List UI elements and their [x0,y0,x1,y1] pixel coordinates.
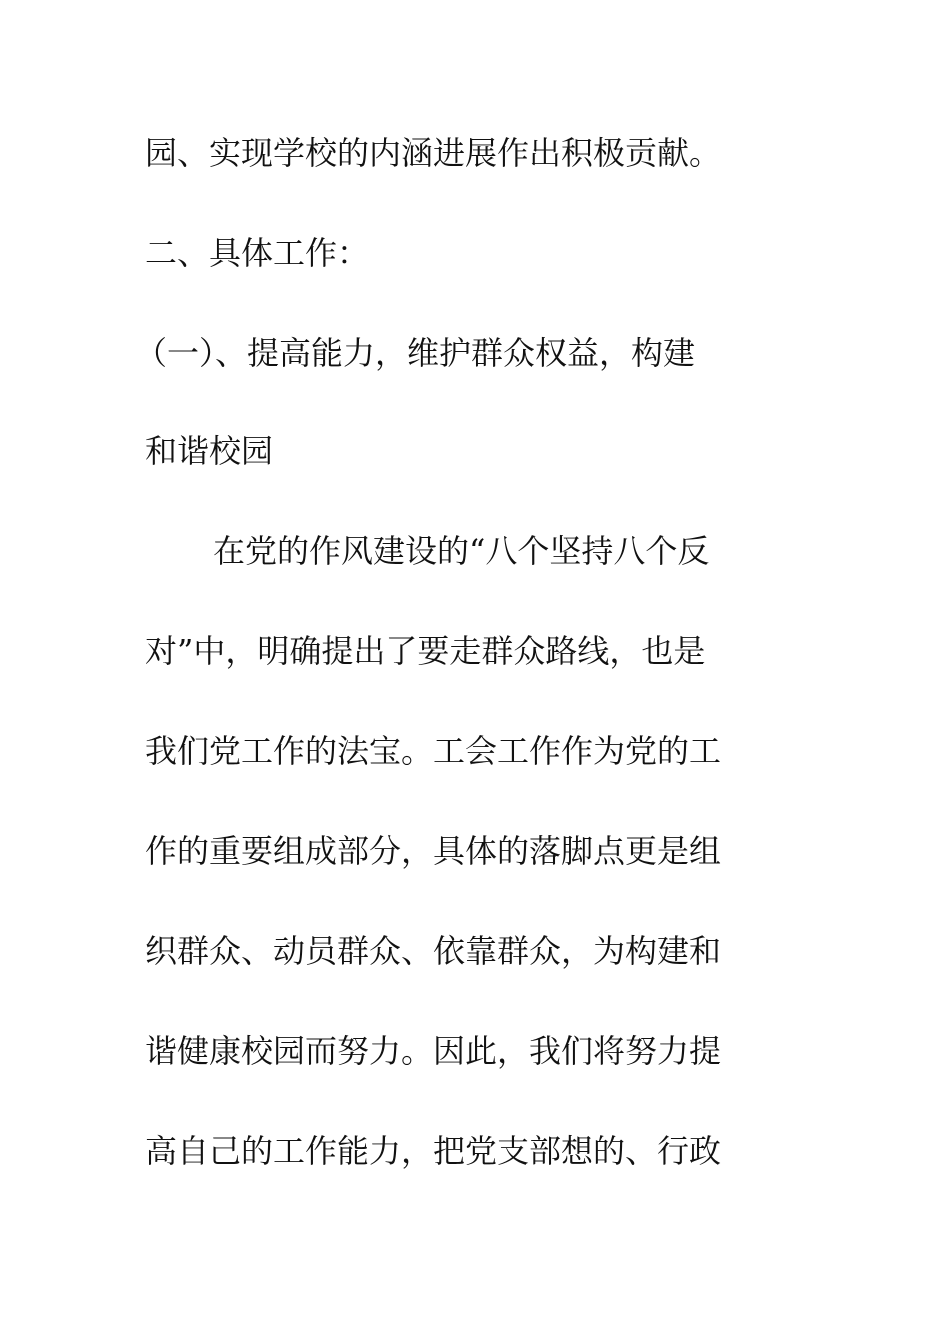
paragraph-first-line: 在党的作风建设的“八个坚持八个反 [213,532,710,570]
body-text-line: 谐健康校园而努力。因此，我们将努力提 [145,1032,722,1070]
body-text-line: 我们党工作的法宝。工会工作作为党的工 [145,732,722,770]
section-heading: 二、具体工作： [145,234,370,272]
body-text-line: 高自己的工作能力，把党支部想的、行政 [145,1132,722,1170]
body-text-line: 作的重要组成部分，具体的落脚点更是组 [145,832,722,870]
body-text-line: 对”中，明确提出了要走群众路线，也是 [145,632,706,670]
subsection-heading-continued: 和谐校园 [145,432,274,470]
subsection-heading: （一）、提高能力，维护群众权益，构建 [135,334,696,372]
body-text-line: 园、实现学校的内涵进展作出积极贡献。 [145,134,722,172]
body-text-line: 织群众、动员群众、依靠群众，为构建和 [145,932,722,970]
